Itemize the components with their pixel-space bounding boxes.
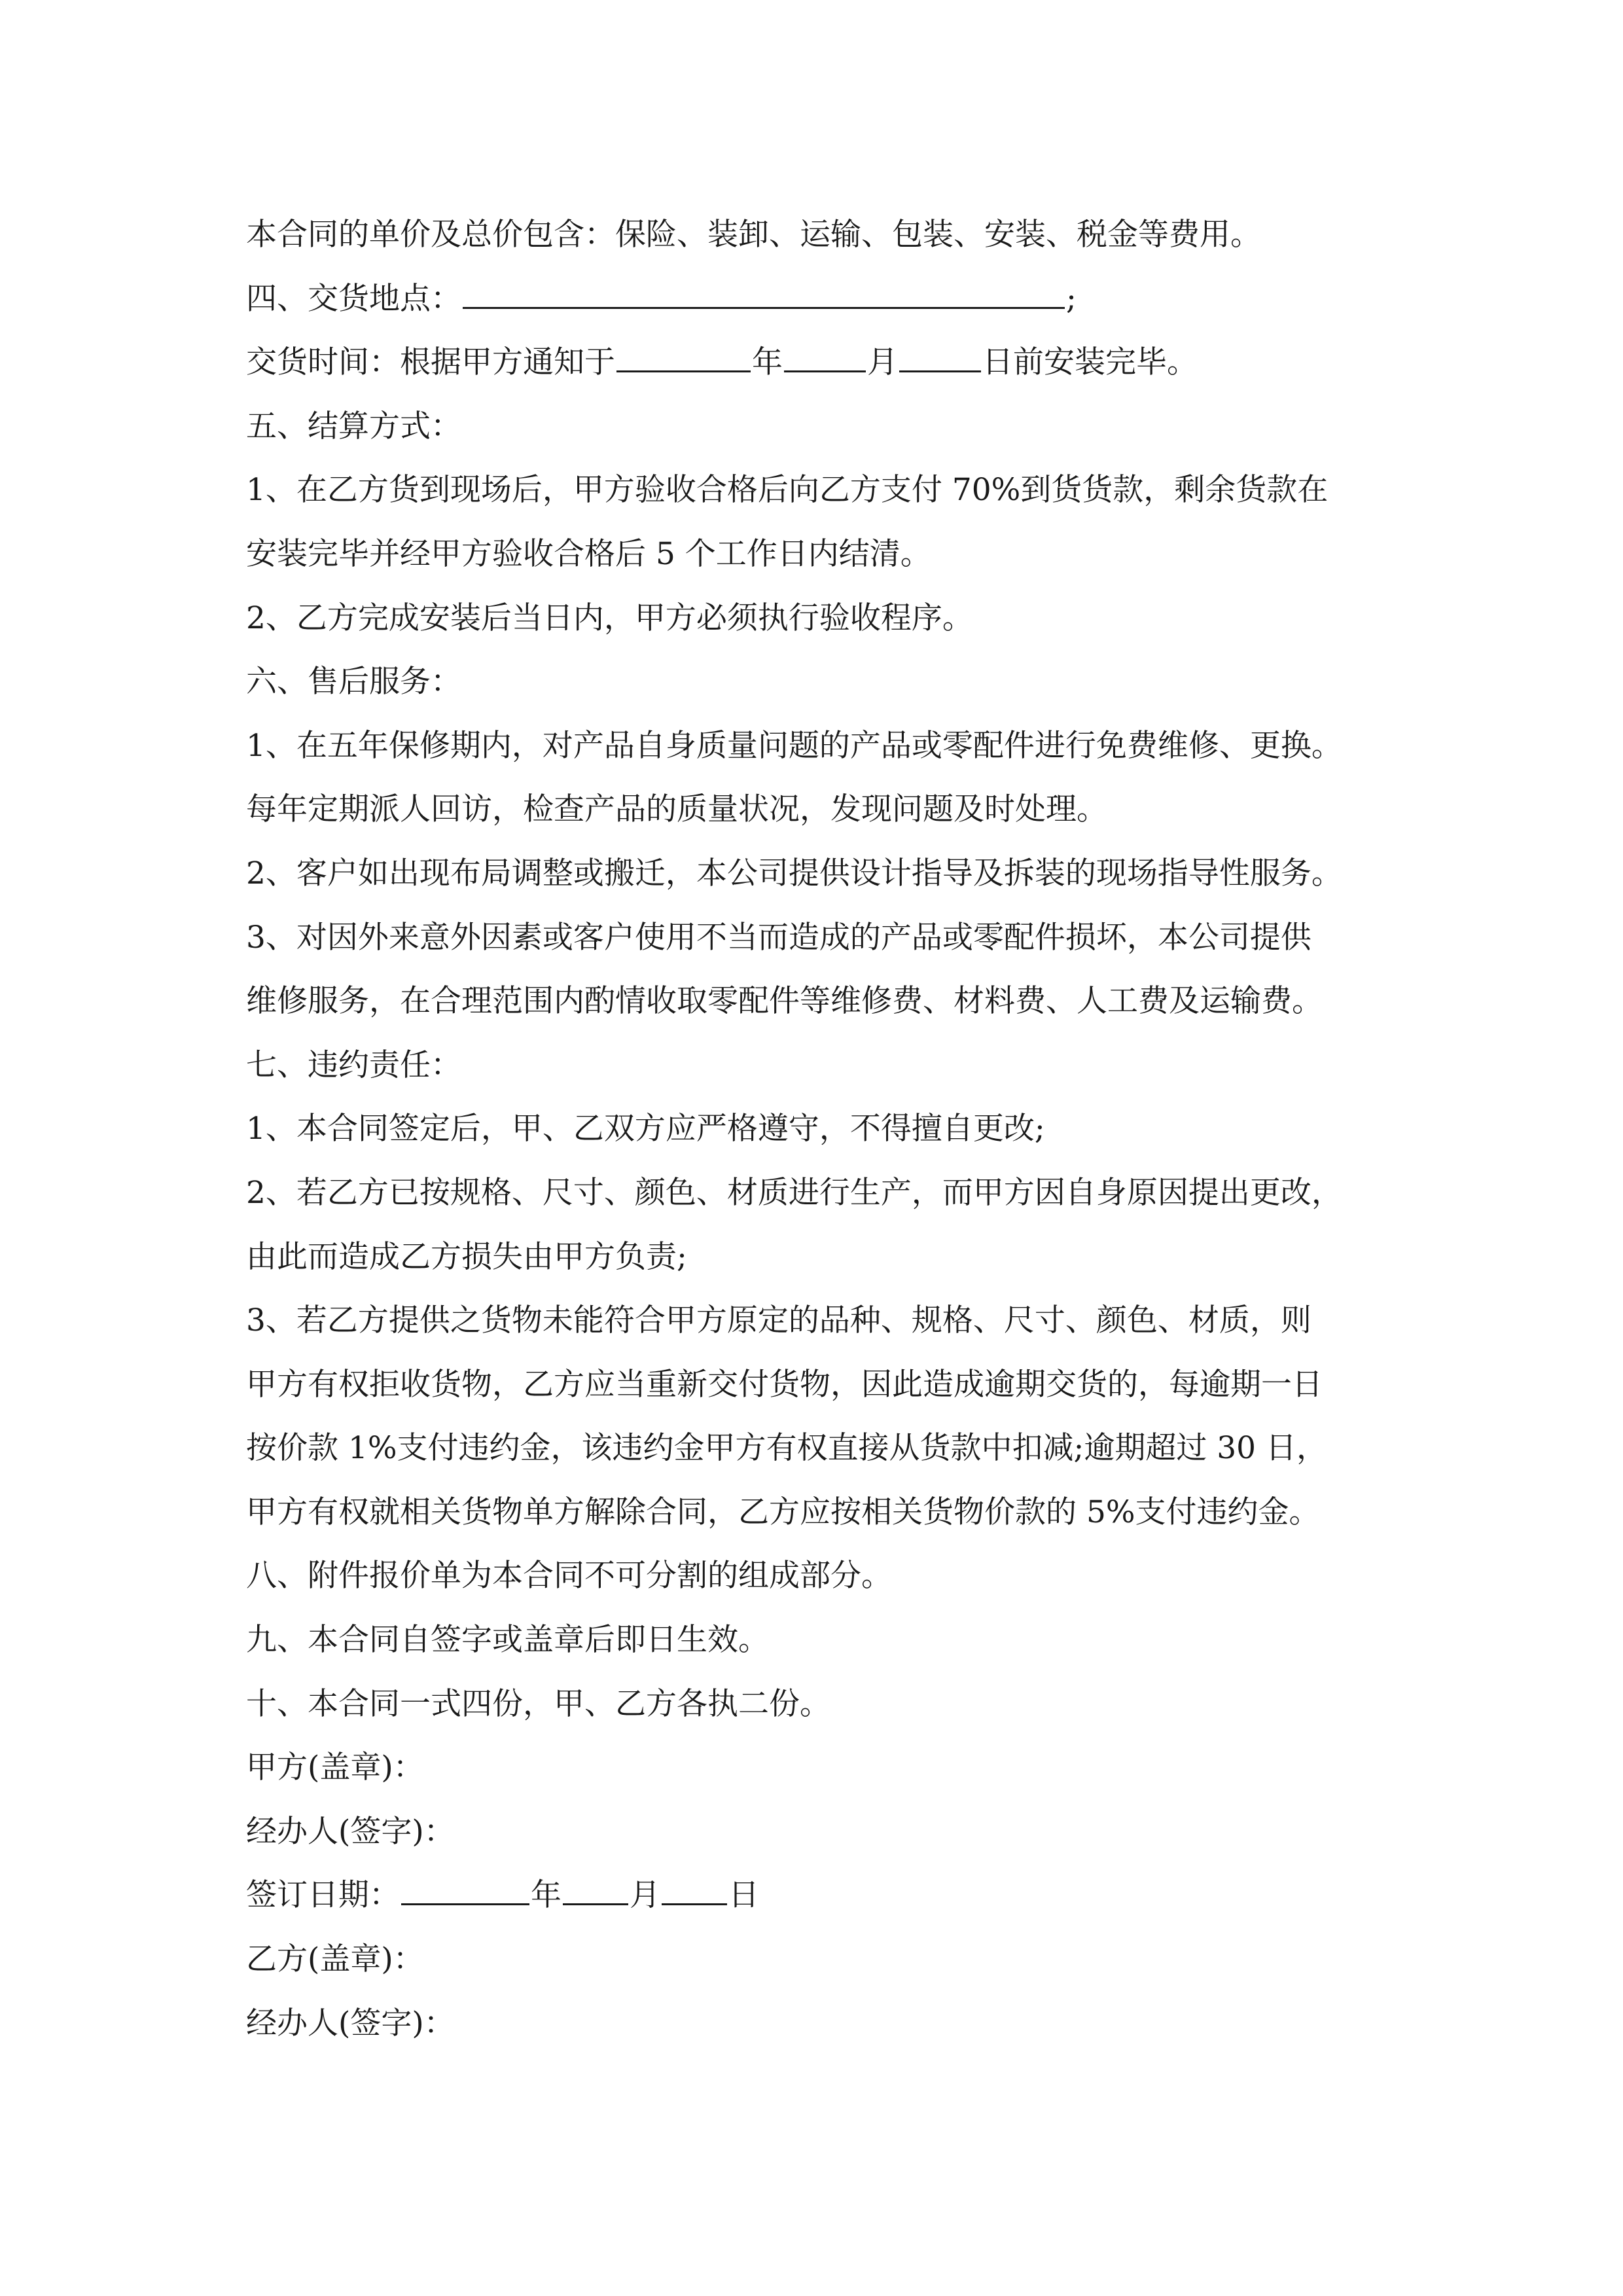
section-5-title: 五、结算方式： bbox=[246, 408, 461, 444]
sign-date-prefix: 签订日期： bbox=[246, 1877, 400, 1914]
sign-date-line bbox=[246, 1863, 1411, 1928]
delivery-place-end: ; bbox=[1066, 280, 1077, 317]
section-7-item-1: 1、本合同签定后，甲、乙双方应严格遵守，不得擅自更改; bbox=[246, 1111, 1045, 1147]
sign-year-label: 年 bbox=[531, 1877, 562, 1914]
section-9: 九、本合同自签字或盖章后即日生效。 bbox=[246, 1622, 769, 1659]
section-6-item-1b: 每年定期派人回访，检查产品的质量状况，发现问题及时处理。 bbox=[246, 791, 1107, 828]
sign-day-blank bbox=[662, 1874, 727, 1905]
delivery-place-line bbox=[246, 267, 1411, 331]
sign-month-blank bbox=[563, 1874, 628, 1905]
section-6-item-1a: 1、在五年保修期内，对产品自身质量问题的产品或零配件进行免费维修、更换。 bbox=[246, 727, 1342, 764]
delivery-year-blank bbox=[616, 342, 751, 372]
sign-day-label: 日 bbox=[728, 1877, 759, 1914]
section-6-item-2: 2、客户如出现布局调整或搬迁，本公司提供设计指导及拆装的现场指导性服务。 bbox=[246, 855, 1342, 891]
section-7-item-3b: 甲方有权拒收货物，乙方应当重新交付货物，因此造成逾期交货的，每逾期一日 bbox=[246, 1366, 1323, 1403]
delivery-day-blank bbox=[899, 342, 981, 372]
section-6-item-3a: 3、对因外来意外因素或客户使用不当而造成的产品或零配件损坏，本公司提供 bbox=[246, 919, 1311, 956]
delivery-place-label: 四、交货地点： bbox=[246, 280, 461, 317]
delivery-time-prefix: 交货时间：根据甲方通知于 bbox=[246, 344, 615, 381]
delivery-year-label: 年 bbox=[752, 344, 783, 381]
party-a-agent: 经办人(签字)： bbox=[246, 1813, 455, 1850]
section-6-title: 六、售后服务： bbox=[246, 664, 461, 700]
section-7-item-3a: 3、若乙方提供之货物未能符合甲方原定的品种、规格、尺寸、颜色、材质，则 bbox=[246, 1302, 1311, 1339]
section-7-item-2a: 2、若乙方已按规格、尺寸、颜色、材质进行生产，而甲方因自身原因提出更改， bbox=[246, 1174, 1342, 1211]
delivery-month-blank bbox=[784, 342, 866, 372]
party-a-seal: 甲方(盖章)： bbox=[246, 1749, 424, 1786]
section-10: 十、本合同一式四份，甲、乙方各执二份。 bbox=[246, 1685, 830, 1722]
party-b-agent: 经办人(签字)： bbox=[246, 2005, 455, 2041]
section-7-title: 七、违约责任： bbox=[246, 1047, 461, 1083]
section-7-item-3c: 按价款 1%支付违约金，该违约金甲方有权直接从货款中扣减;逾期超过 30 日， bbox=[246, 1430, 1328, 1467]
section-5-item-1b: 安装完毕并经甲方验收合格后 5 个工作日内结清。 bbox=[246, 535, 931, 572]
delivery-day-suffix: 日前安装完毕。 bbox=[982, 344, 1198, 381]
pricing-clause: 本合同的单价及总价包含：保险、装卸、运输、包装、安装、税金等费用。 bbox=[246, 217, 1261, 253]
section-8: 八、附件报价单为本合同不可分割的组成部分。 bbox=[246, 1558, 892, 1594]
section-5-item-1a: 1、在乙方货到现场后，甲方验收合格后向乙方支付 70%到货货款，剩余货款在 bbox=[246, 472, 1329, 509]
section-7-item-3d: 甲方有权就相关货物单方解除合同，乙方应按相关货物价款的 5%支付违约金。 bbox=[246, 1494, 1320, 1530]
section-6-item-3b: 维修服务，在合理范围内酌情收取零配件等维修费、材料费、人工费及运输费。 bbox=[246, 983, 1323, 1020]
sign-month-label: 月 bbox=[630, 1877, 660, 1914]
section-5-item-2: 2、乙方完成安装后当日内，甲方必须执行验收程序。 bbox=[246, 600, 973, 636]
sign-year-blank bbox=[401, 1874, 529, 1905]
delivery-place-blank bbox=[463, 278, 1065, 309]
contract-body bbox=[246, 203, 1411, 2055]
section-7-item-2b: 由此而造成乙方损失由甲方负责; bbox=[246, 1238, 687, 1275]
delivery-time-line bbox=[246, 331, 1411, 395]
party-b-seal: 乙方(盖章)： bbox=[246, 1941, 424, 1978]
delivery-month-label: 月 bbox=[867, 344, 898, 381]
